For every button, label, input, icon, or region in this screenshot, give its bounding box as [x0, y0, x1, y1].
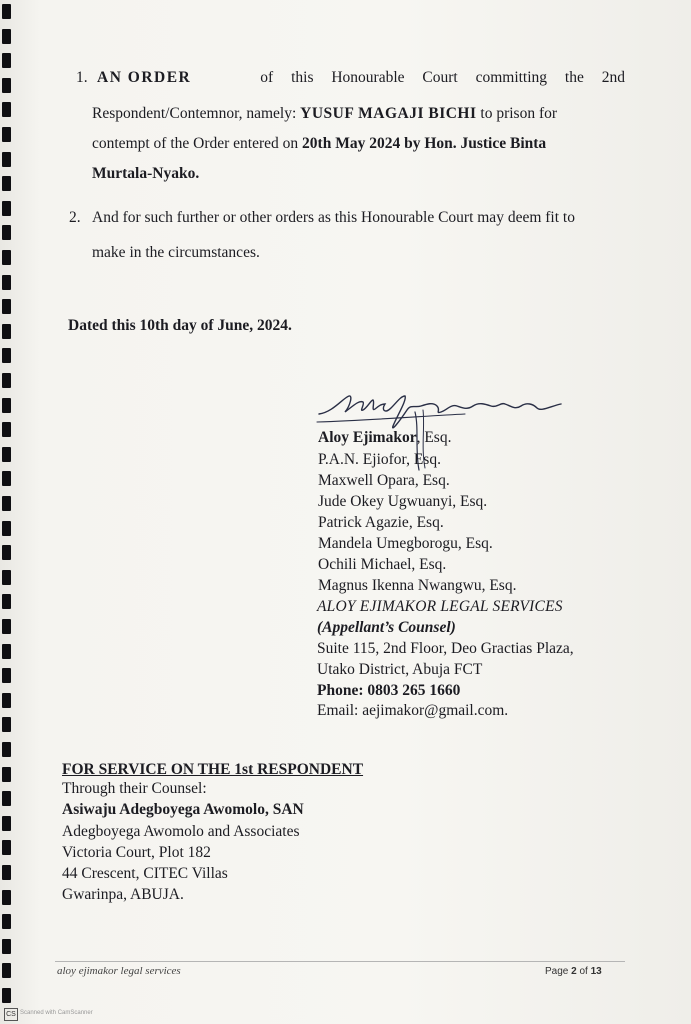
- footer-firm: aloy ejimakor legal services: [57, 965, 181, 977]
- binding-hole: [2, 545, 11, 560]
- binding-hole: [2, 914, 11, 929]
- counsel-name: Magnus Ikenna Nwangwu, Esq.: [318, 577, 517, 594]
- binding-hole: [2, 29, 11, 44]
- binding-hole: [2, 890, 11, 905]
- address-line-1: Suite 115, 2nd Floor, Deo Gractias Plaza,: [317, 640, 574, 657]
- binding-hole: [2, 398, 11, 413]
- binding-hole: [2, 447, 11, 462]
- address-line-2: Utako District, Abuja FCT: [317, 661, 483, 678]
- prayer-1-line-2-tail: to prison for: [476, 105, 558, 122]
- camscanner-icon: CS: [4, 1008, 18, 1021]
- prayer-2-line-2: make in the circumstances.: [92, 244, 260, 261]
- binding-hole: [2, 496, 11, 511]
- counsel-name: Jude Okey Ugwuanyi, Esq.: [318, 493, 488, 510]
- binding-hole: [2, 4, 11, 19]
- page-number: [545, 966, 602, 977]
- binding-hole: [2, 742, 11, 757]
- lead-counsel-name: [318, 428, 451, 448]
- binding-hole: [2, 324, 11, 339]
- binding-hole: [2, 201, 11, 216]
- counsel-name: Patrick Agazie, Esq.: [318, 514, 444, 531]
- dated-line: Dated this 10th day of June, 2024.: [68, 317, 292, 334]
- binding-hole: [2, 865, 11, 880]
- respondent-counsel-name: Asiwaju Adegboyega Awomolo, SAN: [62, 801, 304, 818]
- prayer-1-line-4: Murtala-Nyako.: [92, 165, 200, 182]
- binding-hole: [2, 939, 11, 954]
- binding-hole: [2, 717, 11, 732]
- prayer-1-line-1: [97, 68, 625, 88]
- binding-hole: [2, 152, 11, 167]
- binding-hole: [2, 299, 11, 314]
- binding-hole: [2, 78, 11, 93]
- service-address-4: Gwarinpa, ABUJA.: [62, 886, 184, 903]
- binding-hole: [2, 791, 11, 806]
- lead-counsel-surname: Aloy Ejimakor: [318, 429, 417, 446]
- binding-hole: [2, 693, 11, 708]
- binding-hole: [2, 594, 11, 609]
- binding-hole: [2, 668, 11, 683]
- counsel-name: Maxwell Opara, Esq.: [318, 472, 450, 489]
- binding-hole: [2, 176, 11, 191]
- service-through: Through their Counsel:: [62, 780, 207, 797]
- service-address-3: 44 Crescent, CITEC Villas: [62, 865, 228, 882]
- binding-hole: [2, 225, 11, 240]
- counsel-name: Mandela Umegborogu, Esq.: [318, 535, 493, 552]
- prayer-1-number: 1.: [76, 69, 88, 86]
- binding-hole: [2, 53, 11, 68]
- binding-hole: [2, 102, 11, 117]
- page-current: 2: [571, 966, 577, 977]
- counsel-name: Ochili Michael, Esq.: [318, 556, 447, 573]
- binding-hole: [2, 348, 11, 363]
- page-label: Page: [545, 966, 569, 977]
- binding-hole: [2, 767, 11, 782]
- binding-hole: [2, 619, 11, 634]
- phone-number: Phone: 0803 265 1660: [317, 682, 461, 699]
- prayer-1-line-3: [92, 134, 546, 154]
- prayer-1-order-label: AN ORDER: [97, 69, 192, 86]
- prayer-2-line-1: And for such further or other orders as this Honourable Court may deem fit to: [92, 209, 575, 226]
- binding-hole: [2, 816, 11, 831]
- binding-hole: [2, 963, 11, 978]
- appellant-counsel-label: (Appellant’s Counsel): [317, 619, 456, 636]
- binding-hole: [2, 988, 11, 1003]
- prayer-2-number: 2.: [69, 209, 81, 226]
- service-address-2: Victoria Court, Plot 182: [62, 844, 211, 861]
- lead-counsel-suffix: , Esq.: [416, 429, 452, 446]
- binding-hole: [2, 275, 11, 290]
- prayer-1-line-2-text: Respondent/Contemnor, namely:: [92, 105, 301, 122]
- prayer-1-line-3-text: contempt of the Order entered on: [92, 135, 303, 152]
- spiral-binding: [0, 0, 22, 1024]
- footer-divider: [55, 961, 625, 962]
- binding-hole: [2, 471, 11, 486]
- binding-hole: [2, 840, 11, 855]
- binding-hole: [2, 127, 11, 142]
- binding-hole: [2, 422, 11, 437]
- binding-hole: [2, 373, 11, 388]
- prayer-1-line-1-text: of this Honourable Court committing the 2nd: [260, 69, 625, 86]
- binding-hole: [2, 250, 11, 265]
- prayer-1-line-2: [92, 104, 557, 124]
- counsel-name: P.A.N. Ejiofor, Esq.: [318, 451, 441, 468]
- firm-name: ALOY EJIMAKOR LEGAL SERVICES: [317, 598, 563, 615]
- scanner-watermark: Scanned with CamScanner: [20, 1010, 93, 1016]
- service-heading: FOR SERVICE ON THE 1st RESPONDENT: [62, 761, 364, 778]
- binding-hole: [2, 570, 11, 585]
- email-address: Email: aejimakor@gmail.com.: [317, 702, 509, 719]
- page-total: 13: [590, 966, 602, 977]
- binding-hole: [2, 644, 11, 659]
- service-address-1: Adegboyega Awomolo and Associates: [62, 823, 300, 840]
- page-of: of: [579, 966, 588, 977]
- contemnor-name: YUSUF MAGAJI BICHI: [300, 105, 477, 122]
- binding-hole: [2, 521, 11, 536]
- order-date-judge: 20th May 2024 by Hon. Justice Binta: [302, 135, 547, 152]
